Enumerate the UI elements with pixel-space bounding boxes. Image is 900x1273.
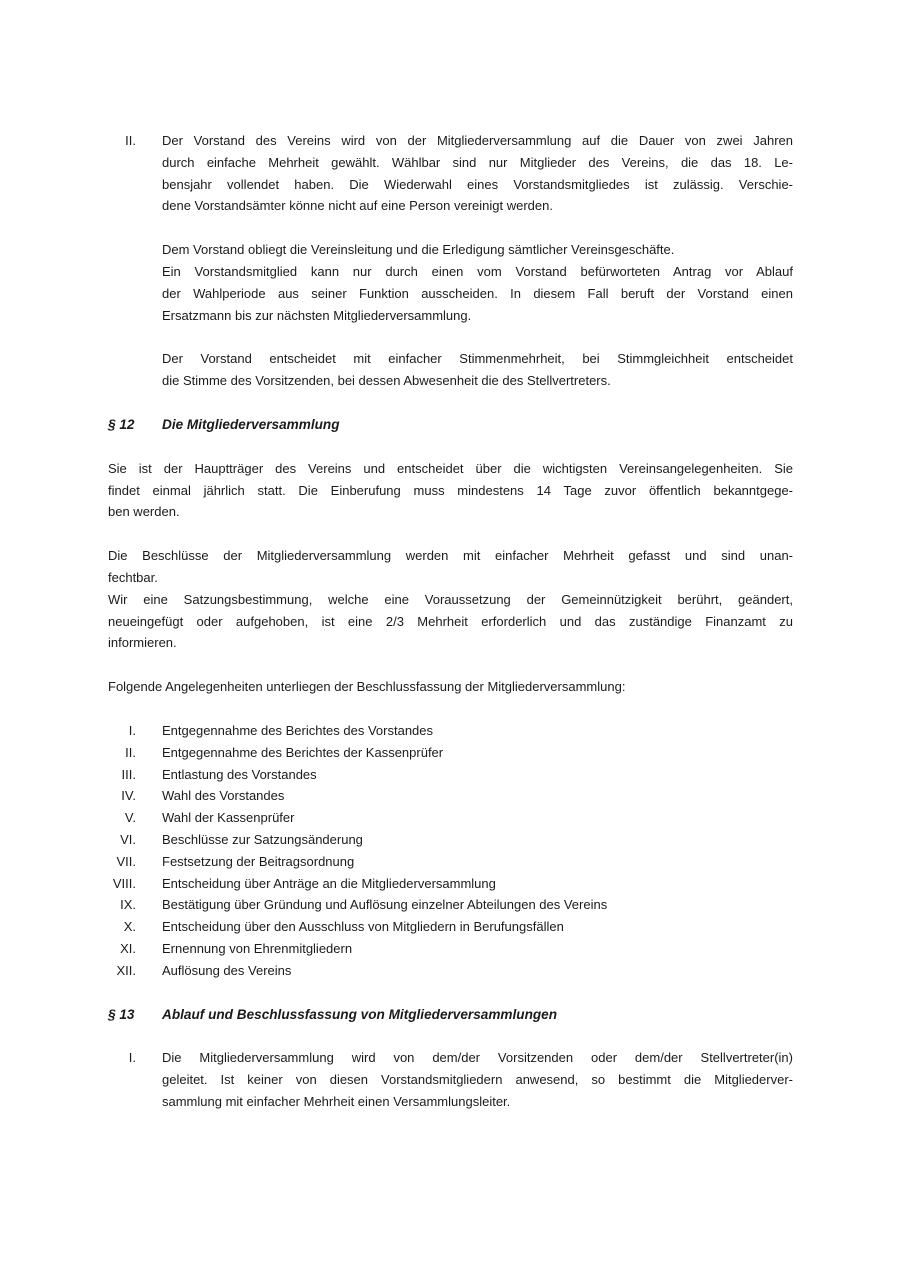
para-folgende-angelegenheiten xyxy=(108,676,793,698)
list-item-text: Entscheidung über Anträge an die Mitgliederversammlung xyxy=(162,875,496,891)
list-item xyxy=(108,829,793,851)
text-line: findet einmal jährlich statt. Die Einberufung muss mindestens 14 Tage zuvor öffentlich bekanntgege- xyxy=(108,482,793,498)
list-item-numeral: II. xyxy=(125,744,136,760)
list-item-numeral: VII. xyxy=(116,853,136,869)
list-item-text: Ernennung von Ehrenmitgliedern xyxy=(162,940,353,956)
section-number: § 12 xyxy=(108,416,135,432)
text-line: sammlung mit einfacher Mehrheit einen Versammlungsleiter. xyxy=(162,1093,511,1109)
clause-numeral: II. xyxy=(125,133,136,148)
section-heading-12 xyxy=(108,414,793,436)
text-line: der Wahlperiode aus seiner Funktion ausscheiden. In diesem Fall beruft der Vorstand einen xyxy=(162,285,793,301)
clause-numeral: I. xyxy=(128,1050,136,1066)
list-item xyxy=(108,720,793,742)
list-item-text: Festsetzung der Beitragsordnung xyxy=(162,853,355,869)
clause-text xyxy=(162,130,793,217)
text-line: Sie ist der Hauptträger des Vereins und entscheidet über die wichtigsten Vereinsangelegenheiten. Sie xyxy=(108,460,793,476)
list-item-numeral: IX. xyxy=(120,897,136,913)
para-stimmenmehrheit xyxy=(162,348,793,392)
text-line: fechtbar. xyxy=(108,569,158,585)
para-beschluesse xyxy=(108,545,793,654)
section-heading-13 xyxy=(108,1004,793,1026)
list-item-text: Bestätigung über Gründung und Auflösung einzelner Abteilungen des Vereins xyxy=(162,897,608,913)
text-line: informieren. xyxy=(108,635,177,651)
list-item-numeral: I. xyxy=(128,722,136,738)
text-line: Ersatzmann bis zur nächsten Mitgliederversammlung. xyxy=(162,307,472,323)
list-item-numeral: XI. xyxy=(120,940,136,956)
list-item-text: Wahl der Kassenprüfer xyxy=(162,810,295,826)
clause-text xyxy=(162,1047,793,1112)
list-item xyxy=(108,938,793,960)
list-item-text: Entscheidung über den Ausschluss von Mitgliedern in Berufungsfällen xyxy=(162,919,564,935)
text-line: Der Vorstand des Vereins wird von der Mitgliederversammlung auf die Dauer von zwei Jahren xyxy=(162,133,793,148)
clause-versammlungsleitung xyxy=(108,1047,793,1112)
list-item-text: Entgegennahme des Berichtes des Vorstandes xyxy=(162,722,434,738)
list-item xyxy=(108,894,793,916)
text-line: Folgende Angelegenheiten unterliegen der Beschlussfassung der Mitgliederversammlung: xyxy=(108,679,626,695)
para-haupttraeger xyxy=(108,458,793,523)
section-number: § 13 xyxy=(108,1006,135,1022)
list-item xyxy=(108,807,793,829)
list-item xyxy=(108,742,793,764)
list-item xyxy=(108,960,793,982)
text-line: geleitet. Ist keiner von diesen Vorstandsmitgliedern anwesend, so bestimmt die Mitgliederver- xyxy=(162,1072,793,1088)
text-line: Der Vorstand entscheidet mit einfacher Stimmenmehrheit, bei Stimmgleichheit entscheidet xyxy=(162,351,793,367)
section-title: Ablauf und Beschlussfassung von Mitgliederversammlungen xyxy=(162,1006,558,1022)
text-line: durch einfache Mehrheit gewählt. Wählbar sind nur Mitglieder des Vereins, die das 18. Le- xyxy=(162,154,793,170)
list-item-numeral: V. xyxy=(124,810,136,826)
text-line: Ein Vorstandsmitglied kann nur durch einen vom Vorstand befürworteten Antrag vor Ablauf xyxy=(162,263,793,279)
text-line: Dem Vorstand obliegt die Vereinsleitung und die Erledigung sämtlicher Vereinsgeschäfte. xyxy=(162,242,675,258)
list-item-numeral: XII. xyxy=(116,962,136,978)
text-line: neueingefügt oder aufgehoben, ist eine 2/3 Mehrheit erforderlich und das zuständige Finanzamt zu xyxy=(108,613,793,629)
list-item xyxy=(108,916,793,938)
list-item-text: Beschlüsse zur Satzungsänderung xyxy=(162,831,363,847)
list-item xyxy=(108,785,793,807)
section-title: Die Mitgliederversammlung xyxy=(162,416,340,432)
text-line: Wir eine Satzungsbestimmung, welche eine Voraussetzung der Gemeinnützigkeit berührt, geändert, xyxy=(108,591,793,607)
para-vereinsleitung xyxy=(162,239,793,326)
list-item-text: Auflösung des Vereins xyxy=(162,962,292,978)
text-line: dene Vorstandsämter könne nicht auf eine Person vereinigt werden. xyxy=(162,198,553,214)
list-item-numeral: VIII. xyxy=(112,875,136,891)
list-item-text: Wahl des Vorstandes xyxy=(162,788,285,804)
list-item-text: Entlastung des Vorstandes xyxy=(162,766,317,782)
beschluss-list xyxy=(108,720,793,982)
text-line: die Stimme des Vorsitzenden, bei dessen Abwesenheit die des Stellvertreters. xyxy=(162,373,611,389)
text-line: ben werden. xyxy=(108,504,180,520)
list-item xyxy=(108,764,793,786)
list-item xyxy=(108,873,793,895)
list-item-numeral: VI. xyxy=(120,831,136,847)
text-line: Die Mitgliederversammlung wird von dem/der Vorsitzenden oder dem/der Stellvertreter(in) xyxy=(162,1050,793,1066)
text-line: Die Beschlüsse der Mitgliederversammlung werden mit einfacher Mehrheit gefasst und sind unan- xyxy=(108,548,793,564)
list-item-numeral: III. xyxy=(121,766,136,782)
text-line: bensjahr vollendet haben. Die Wiederwahl eines Vorstandsmitgliedes ist zulässig. Verschie- xyxy=(162,176,793,192)
list-item-numeral: IV. xyxy=(121,788,136,804)
list-item-text: Entgegennahme des Berichtes der Kassenprüfer xyxy=(162,744,444,760)
list-item-numeral: X. xyxy=(123,919,136,935)
list-item xyxy=(108,851,793,873)
clause-vorstand-wahl xyxy=(108,130,793,217)
